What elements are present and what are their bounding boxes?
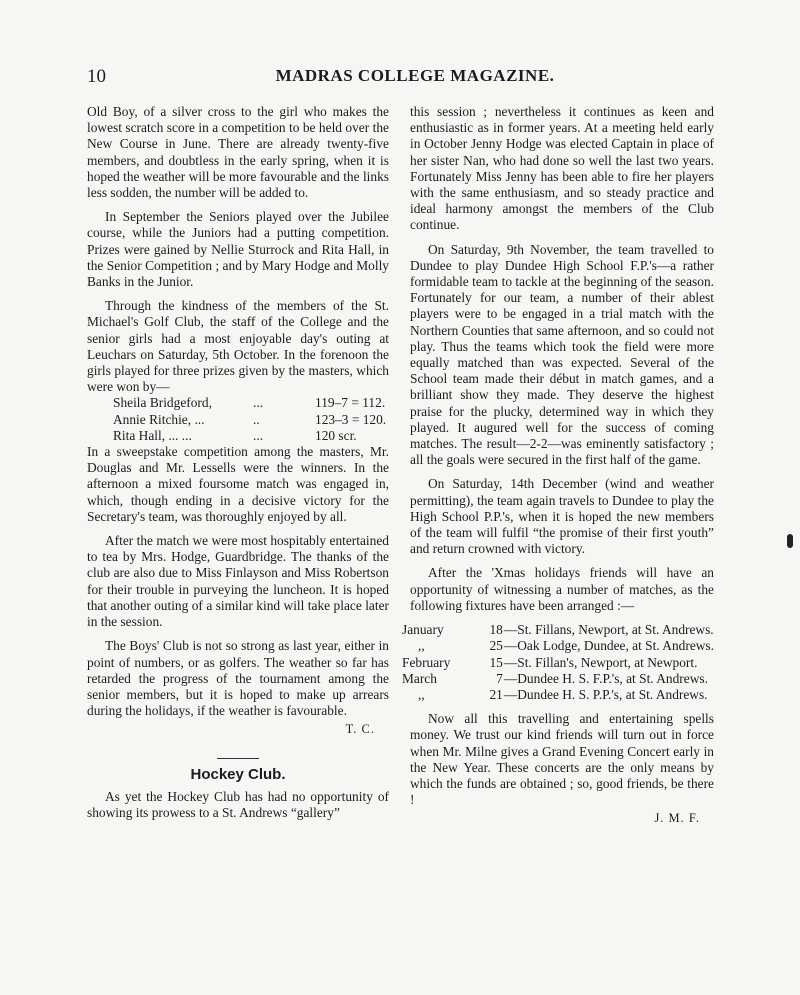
paragraph: The Boys' Club is not so strong as last year, either in point of numbers, or as golfers. The weather so far has retarded the progress of the tournament among the senior members, but it is hoped to make up arrears during the holidays, if the weather is favourable. (87, 638, 389, 719)
fixture-row (402, 622, 714, 638)
fixture-detail: —St. Fillan's, Newport, at Newport. (503, 654, 698, 670)
prize-row (113, 395, 386, 411)
paragraph: Old Boy, of a silver cross to the girl who makes the lowest scratch score in a competition to be held over the New Course in June. There are already twenty-five members, and doubtless in the early spring, when it is hoped the weather will be more favourable and the links less sodden, the number will be added to. (87, 104, 389, 201)
fixture-month: February (402, 654, 451, 670)
fixture-day: 21 (489, 686, 503, 702)
fixture-detail: —St. Fillans, Newport, at St. Andrews. (503, 622, 714, 638)
prize-score: 123–3 = 120. (315, 411, 387, 427)
section-heading: Hockey Club. (190, 765, 286, 783)
prize-score: 119–7 = 112. (315, 395, 386, 411)
fixture-month: ,, (418, 638, 425, 654)
left-column (87, 104, 389, 829)
page-number: 10 (87, 66, 106, 87)
leader-dots: .. (253, 411, 260, 427)
fixture-day: 25 (489, 638, 503, 654)
paragraph: In September the Seniors played over the Jubilee course, while the Juniors had a putting competition. Prizes were gained by Nellie Sturrock and Rita Hall, in the Senior Competition ; and by Mary Hodge and Molly Banks in the Junior. (87, 209, 389, 290)
prize-list (113, 395, 386, 444)
paragraph: As yet the Hockey Club has had no opportunity of showing its prowess to a St. Andrews “gallery” (87, 788, 389, 820)
fixture-day: 18 (489, 622, 503, 638)
paragraph: In a sweepstake competition among the masters, Mr. Douglas and Mr. Lessells were the winners. In the afternoon a mixed foursome match was engaged in, which, though ending in a decisive victory for the Secretary's team, was thoroughly enjoyed by all. (87, 444, 389, 524)
prize-winner: Rita Hall, ... ... (113, 427, 192, 443)
signature: T. C. (345, 722, 375, 737)
paragraph: After the match we were most hospitably entertained to tea by Mrs. Hodge, Guardbridge. The thanks of the club are also due to Miss Finlayson and Miss Robertson for their trouble in purveying the luncheon. It is hoped that another outing of a similar kind will take place later in the session. (87, 533, 389, 630)
prize-row (113, 412, 386, 428)
fixture-month: January (402, 622, 444, 638)
section-divider (217, 758, 259, 759)
fixture-month: ,, (418, 686, 425, 702)
paragraph: Through the kindness of the members of the St. Michael's Golf Club, the staff of the College and the senior girls had a most enjoyable day's outing at Leuchars on Saturday, 5th October. In the forenoon the girls played for three prizes given by the masters, which were won by— (87, 298, 389, 395)
prize-row (113, 428, 386, 444)
leader-dots: ... (253, 395, 264, 411)
paragraph: this session ; nevertheless it continues as keen and enthusiastic as in former years. At a meeting held early in October Jenny Hodge was elected Captain in place of her sister Nan, who had done so well the last two years. Fortunately Miss Jenny has been able to fire her players with the same enthusiasm, and so steady practice and ideal harmony amongst the members of the Club continue. (410, 104, 714, 233)
fixtures-list (402, 622, 714, 703)
fixture-detail: —Dundee H. S. F.P.'s, at St. Andrews. (503, 670, 708, 686)
fixture-row (402, 655, 714, 671)
fixture-month: March (402, 670, 437, 686)
paragraph: On Saturday, 9th November, the team travelled to Dundee to play Dundee High School F.P.'s—a rather formidable team to tackle at the beginning of the season. Fortunately for our team, a number of their ablest players were to be engaged in a trial match with the Northern Counties that same afternoon, and so could not play. Thus the teams which took the field were more equally matched than was expected. Several of the School team made their début in match games, and a brilliant show they made. They deserve the highest praise for the plucky, determined way in which they played. It augured well for the success of coming matches. The result—2-2—was eminently satisfactory ; all the goals were secured in the first half of the game. (410, 241, 714, 468)
fixture-row (402, 687, 714, 703)
paragraph: After the 'Xmas holidays friends will have an opportunity of witnessing a number of matches, as the following fixtures have been arranged :— (410, 565, 714, 613)
signature: J. M. F. (654, 811, 700, 826)
fixture-detail: —Dundee H. S. P.P.'s, at St. Andrews. (503, 686, 708, 702)
fixture-row (402, 671, 714, 687)
ink-blot (787, 534, 793, 548)
prize-winner: Sheila Bridgeford, (113, 395, 212, 411)
prize-winner: Annie Ritchie, ... (113, 411, 205, 427)
prize-score: 120 scr. (315, 427, 357, 443)
paragraph: On Saturday, 14th December (wind and weather permitting), the team again travels to Dundee to play the High School P.P.'s, when it is hoped the new members of the team will fulfil “the promise of their first youth” and return crowned with victory. (410, 476, 714, 557)
running-head: MADRAS COLLEGE MAGAZINE. (275, 66, 555, 85)
fixture-row (402, 638, 714, 654)
fixture-detail: —Oak Lodge, Dundee, at St. Andrews. (503, 638, 714, 654)
fixture-day: 7 (496, 670, 503, 686)
leader-dots: ... (253, 427, 264, 443)
right-column (402, 104, 714, 827)
paragraph: Now all this travelling and entertaining spells money. We trust our kind friends will turn out in force when Mr. Milne gives a Grand Evening Concert early in the New Year. These concerts are the only means by which the funds are obtained ; so, good friends, be there ! (410, 711, 714, 808)
fixture-day: 15 (489, 654, 503, 670)
